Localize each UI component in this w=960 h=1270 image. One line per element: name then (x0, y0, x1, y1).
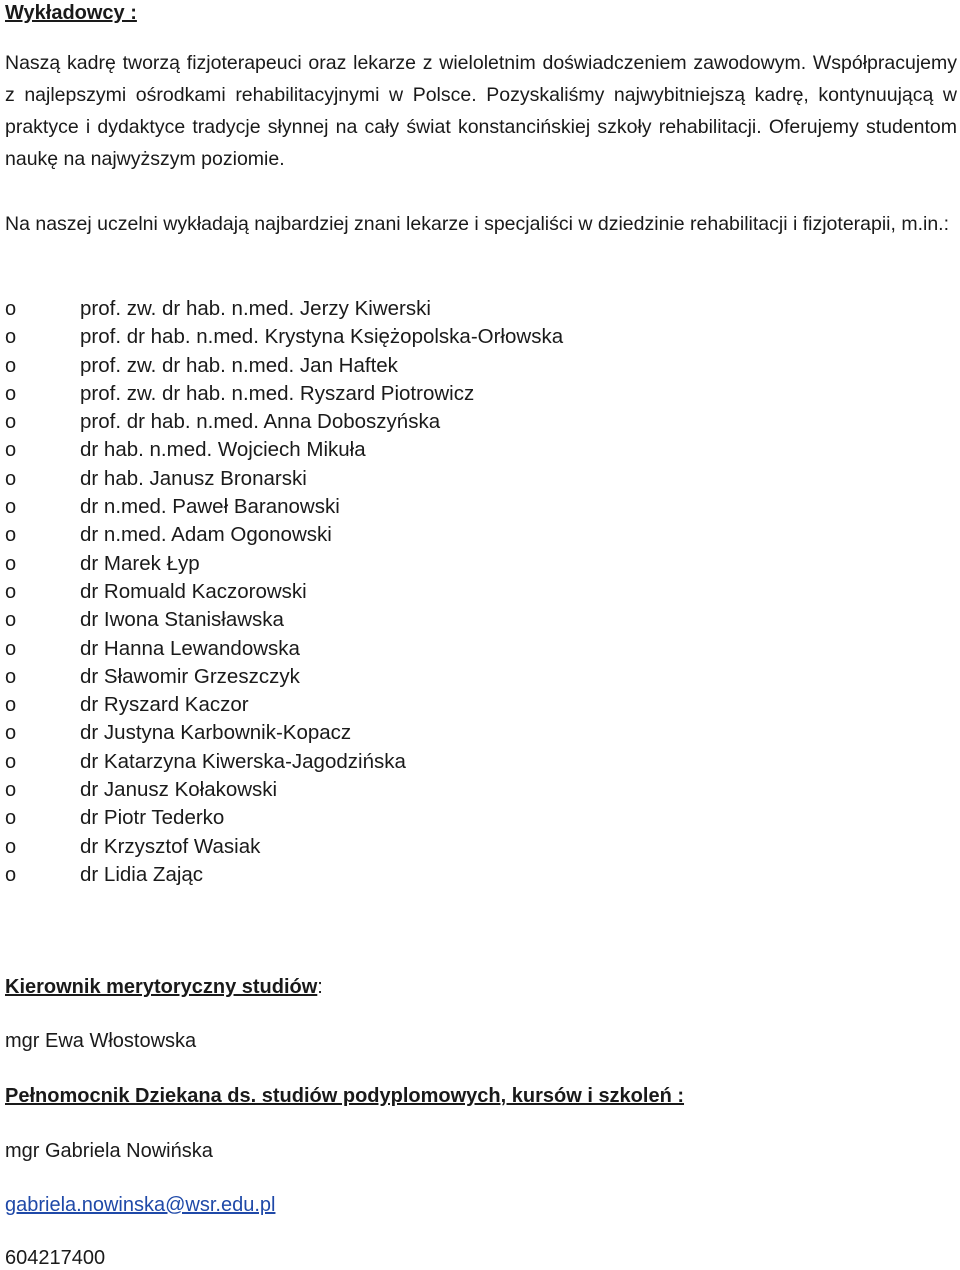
list-bullet-icon: o (5, 382, 17, 405)
lecturer-list-item (5, 295, 563, 323)
lecturer-list-item (5, 606, 563, 634)
lecturer-list-item (5, 550, 563, 578)
list-bullet-icon: o (5, 807, 17, 830)
lecturer-name: dr Krzysztof Wasiak (80, 834, 261, 858)
lecturer-list-item (5, 352, 563, 380)
list-bullet-icon: o (5, 496, 17, 519)
list-bullet-icon: o (5, 439, 17, 462)
lecturer-name: prof. zw. dr hab. n.med. Ryszard Piotrowicz (80, 381, 475, 405)
plenipotentiary-heading: Pełnomocnik Dziekana ds. studiów podyplomowych, kursów i szkoleń : (5, 1085, 685, 1107)
lecturer-list-item (5, 521, 563, 549)
list-bullet-icon: o (5, 750, 17, 773)
lecturer-list-item (5, 493, 563, 521)
lecturer-name: dr Justyna Karbownik-Kopacz (80, 721, 352, 745)
list-bullet-icon: o (5, 722, 17, 745)
lecturer-name: dr Sławomir Grzeszczyk (80, 664, 300, 688)
manager-heading-colon: : (317, 976, 323, 998)
list-bullet-icon: o (5, 354, 17, 377)
lecturer-list-item (5, 776, 563, 804)
lecturer-list-item (5, 861, 563, 889)
manager-name: mgr Ewa Włostowska (5, 1030, 197, 1052)
list-bullet-icon: o (5, 326, 17, 349)
lecturer-name: prof. dr hab. n.med. Anna Doboszyńska (80, 410, 441, 434)
lecturer-name: dr Marek Łyp (80, 551, 200, 575)
list-bullet-icon: o (5, 524, 17, 547)
lecturer-name: dr n.med. Paweł Baranowski (80, 495, 340, 519)
lecturer-list-item (5, 804, 563, 832)
lecturer-name: prof. zw. dr hab. n.med. Jerzy Kiwerski (80, 297, 431, 320)
manager-heading-line (5, 975, 323, 999)
lecturer-list-item (5, 408, 563, 436)
lecturer-name: prof. dr hab. n.med. Krystyna Księżopolska-Orłowska (80, 325, 564, 349)
manager-heading: Kierownik merytoryczny studiów (5, 976, 318, 998)
lecturer-name: dr Katarzyna Kiwerska-Jagodzińska (80, 749, 406, 773)
lecturer-name: dr hab. Janusz Bronarski (80, 466, 307, 490)
list-bullet-icon: o (5, 694, 17, 717)
list-bullet-icon: o (5, 779, 17, 802)
lecturer-name: dr hab. n.med. Wojciech Mikuła (80, 438, 366, 462)
lecturer-name: dr Romuald Kaczorowski (80, 579, 307, 603)
plenipotentiary-name: mgr Gabriela Nowińska (5, 1140, 213, 1162)
list-bullet-icon: o (5, 637, 17, 660)
contact-email-link[interactable]: gabriela.nowinska@wsr.edu.pl (5, 1194, 276, 1216)
lecturer-list-item (5, 719, 563, 747)
list-bullet-icon: o (5, 665, 17, 688)
lecturer-name: dr Lidia Zając (80, 862, 204, 886)
contact-phone: 604217400 (5, 1247, 106, 1269)
lecturer-name: dr Janusz Kołakowski (80, 778, 278, 802)
lecturer-list-item (5, 748, 563, 776)
list-intro-paragraph: Na naszej uczelni wykładają najbardziej znani lekarze i specjaliści w dziedzinie rehabilitacji i fizjoterapii, m.in.: (5, 213, 950, 235)
lecturer-name: dr Iwona Stanisławska (80, 608, 284, 632)
lecturer-list-item (5, 380, 563, 408)
list-bullet-icon: o (5, 411, 17, 434)
lecturer-list-item (5, 691, 563, 719)
list-bullet-icon: o (5, 835, 17, 858)
list-bullet-icon: o (5, 580, 17, 603)
lecturer-list-item (5, 323, 563, 351)
lecturer-name: dr Ryszard Kaczor (80, 693, 249, 717)
lecturer-name: prof. zw. dr hab. n.med. Jan Haftek (80, 353, 398, 377)
lecturer-name: dr Piotr Tederko (80, 806, 225, 830)
lecturer-list-item (5, 465, 563, 493)
list-bullet-icon: o (5, 552, 17, 575)
lecturer-name: dr Hanna Lewandowska (80, 636, 300, 660)
lecturer-list-item (5, 663, 563, 691)
list-bullet-icon: o (5, 609, 17, 632)
lecturer-list-item (5, 833, 563, 861)
lecturer-list-item (5, 436, 563, 464)
lecturer-name: dr n.med. Adam Ogonowski (80, 523, 332, 547)
list-bullet-icon: o (5, 298, 17, 320)
lecturers-heading: Wykładowcy : (5, 2, 137, 24)
list-bullet-icon: o (5, 863, 17, 886)
list-bullet-icon: o (5, 467, 17, 490)
lecturer-list-item (5, 635, 563, 663)
lecturer-list (5, 295, 563, 889)
lecturer-list-item (5, 578, 563, 606)
intro-paragraph: Naszą kadrę tworzą fizjoterapeuci oraz lekarze z wieloletnim doświadczeniem zawodowym. Współpracujemy z najlepszymi ośrodkami rehabilitacyjnymi w Polsce. Pozyskaliśmy najwybitniejszą kadrę, kontynuującą w praktyce i dydaktyce tradycje słynnej na cały świat konstancińskiej szkoły rehabilitacji. Oferujemy studentom naukę na najwyższym poziomie. (5, 52, 957, 170)
